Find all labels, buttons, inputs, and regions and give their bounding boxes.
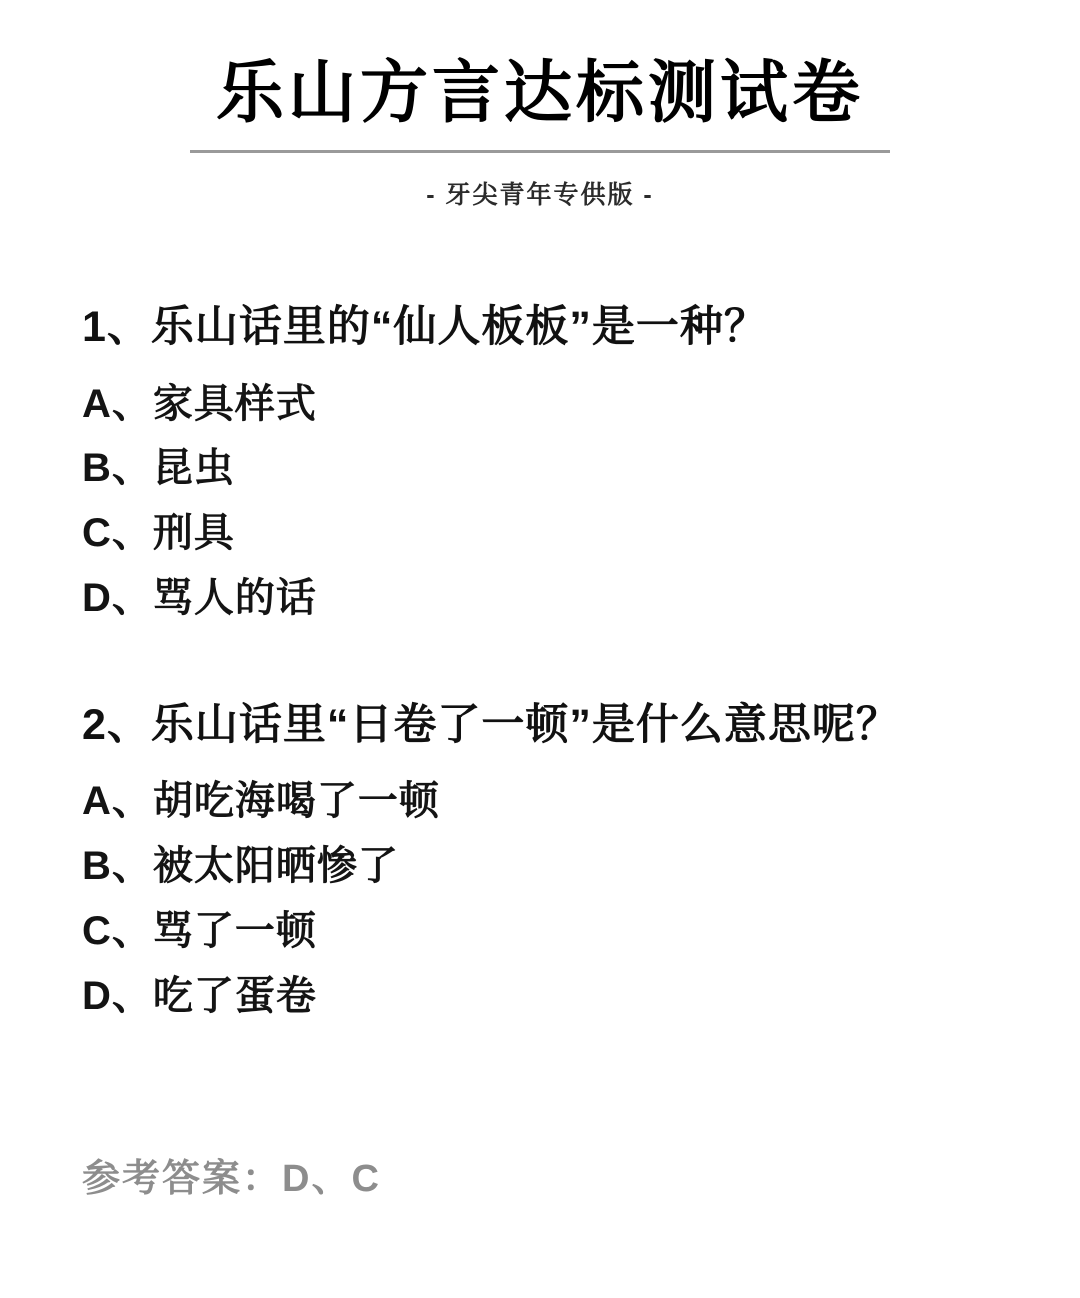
question-option-c[interactable]: C、刑具 [82,511,235,556]
question-stem: 2、乐山话里“日卷了一顿”是什么意思呢？ [82,700,900,749]
question-item [82,295,1002,631]
question-option-d[interactable]: D、吃了蛋卷 [82,973,317,1018]
question-stem: 1、乐山话里的“仙人板板”是一种？ [82,303,768,352]
question-list [78,295,1002,1028]
question-option-a[interactable]: A、胡吃海喝了一顿 [82,779,440,824]
page-title: 乐山方言达标测试卷 [215,55,864,131]
question-option-c[interactable]: C、骂了一顿 [82,908,317,953]
question-option-b[interactable]: B、被太阳晒惨了 [82,844,399,889]
question-option-d[interactable]: D、骂人的话 [82,576,317,621]
answer-key: 参考答案：D、C [82,1158,381,1200]
page-subtitle: - 牙尖青年专供版 - [426,181,654,210]
question-option-b[interactable]: B、昆虫 [82,446,235,491]
title-divider [190,150,890,153]
question-item [82,693,1002,1029]
header [78,0,1002,211]
question-option-a[interactable]: A、家具样式 [82,381,317,426]
